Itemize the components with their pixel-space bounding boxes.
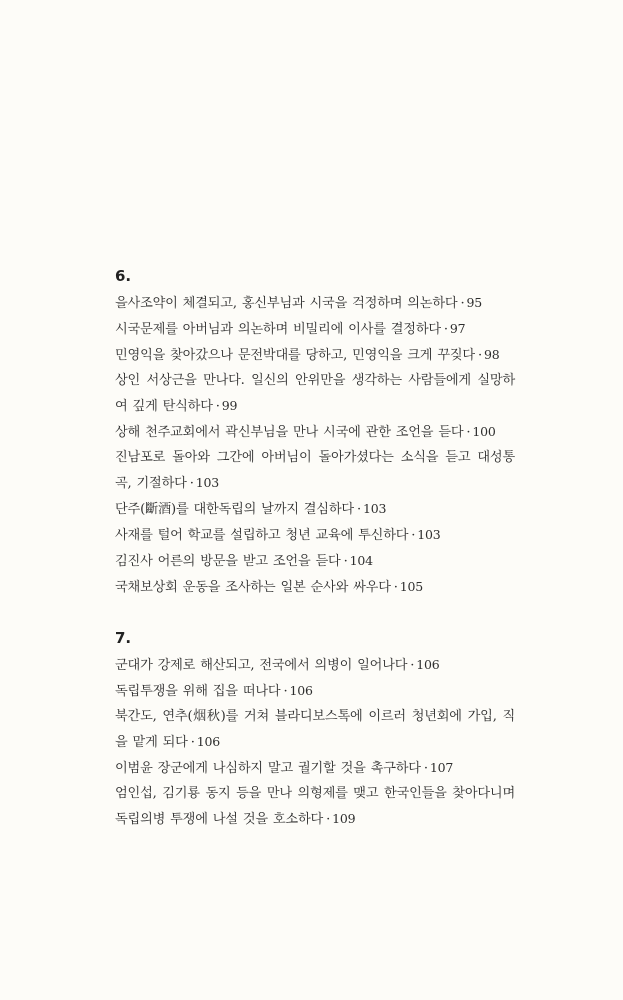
page-number: 103 <box>362 501 387 516</box>
toc-entry <box>115 290 515 316</box>
page-number: 100 <box>472 424 496 439</box>
entry-text: 상해 천주교회에서 곽신부님을 만나 시국에 관한 조언을 듣다 <box>115 425 464 440</box>
dot-separator: · <box>343 554 348 569</box>
toc-entry <box>115 548 515 574</box>
dot-separator: · <box>443 322 448 337</box>
page-number: 95 <box>466 295 482 310</box>
page-number: 103 <box>195 475 219 490</box>
entry-text: 엄인섭, 김기룡 동지 등을 만나 의형제를 맺고 한국인들을 찾아다니며 독립의병 투쟁에 나설 것을 호소하다 <box>115 786 515 827</box>
dot-separator: · <box>215 399 220 414</box>
toc-entry <box>115 652 515 678</box>
entry-text: 이범윤 장군에게 나심하지 말고 궐기할 것을 촉구하다 <box>115 761 421 776</box>
page-number: 104 <box>349 553 373 568</box>
page-number: 105 <box>399 579 424 594</box>
toc-entry-list <box>115 290 515 600</box>
toc-entry <box>115 574 515 600</box>
dot-separator: · <box>411 528 416 543</box>
page-number: 109 <box>332 811 356 826</box>
entry-text: 독립투쟁을 위해 집을 떠나다 <box>115 684 281 699</box>
toc-entry <box>115 704 515 755</box>
toc-entry <box>115 419 515 445</box>
page-number: 106 <box>196 734 220 749</box>
dot-separator: · <box>189 476 194 491</box>
entry-text: 을사조약이 체결되고, 홍신부님과 시국을 걱정하며 의논하다 <box>115 296 458 311</box>
section-number: 7. <box>115 629 132 647</box>
entry-text: 김진사 어른의 방문을 받고 조언을 듣다 <box>115 554 341 569</box>
page-number: 97 <box>449 321 466 336</box>
toc-entry <box>115 522 515 548</box>
toc-entry <box>115 368 515 419</box>
toc-entry <box>115 678 515 704</box>
toc-section-7 <box>115 628 515 832</box>
entry-text: 단주(斷酒)를 대한독립의 날까지 결심하다 <box>115 502 354 517</box>
entry-text: 군대가 강제로 해산되고, 전국에서 의병이 일어나다 <box>115 658 408 673</box>
page-number: 103 <box>417 527 441 542</box>
dot-separator: · <box>466 425 471 440</box>
toc-section-6 <box>115 266 515 600</box>
dot-separator: · <box>326 812 331 827</box>
toc-entry <box>115 781 515 832</box>
toc-entry <box>115 755 515 781</box>
toc-entry <box>115 342 515 368</box>
page-number: 99 <box>221 398 238 413</box>
dot-separator: · <box>393 580 398 595</box>
dot-separator: · <box>410 658 415 673</box>
toc-entry-list <box>115 652 515 832</box>
dot-separator: · <box>460 296 465 311</box>
page-number: 106 <box>289 683 313 698</box>
entry-text: 국채보상회 운동을 조사하는 일본 순사와 싸우다 <box>115 580 391 595</box>
toc-entry <box>115 445 515 496</box>
section-number: 6. <box>115 267 132 285</box>
entry-text: 사재를 털어 학교를 설립하고 청년 교육에 투신하다 <box>115 528 409 543</box>
entry-text: 상인 서상근을 만나다. 일신의 안위만을 생각하는 사람들에게 실망하여 깊게 탄식하다 <box>115 373 515 414</box>
dot-separator: · <box>423 761 428 776</box>
entry-text: 시국문제를 아버님과 의논하며 비밀리에 이사를 결정하다 <box>115 322 441 337</box>
dot-separator: · <box>283 684 288 699</box>
page-number: 106 <box>416 657 440 672</box>
entry-text: 진남포로 돌아와 그간에 아버님이 돌아가셨다는 소식을 듣고 대성통곡, 기절하다 <box>115 450 515 491</box>
page-number: 107 <box>429 760 454 775</box>
page-number: 98 <box>483 347 500 362</box>
dot-separator: · <box>190 735 195 750</box>
dot-separator: · <box>356 502 361 517</box>
toc-entry <box>115 316 515 342</box>
dot-separator: · <box>477 348 482 363</box>
entry-text: 북간도, 연추(烟秋)를 거쳐 블라디보스톡에 이르러 청년회에 가입, 직을 맡게 되다 <box>115 709 515 750</box>
toc-entry <box>115 496 515 522</box>
entry-text: 민영익을 찾아갔으나 문전박대를 당하고, 민영익을 크게 꾸짖다 <box>115 348 475 363</box>
